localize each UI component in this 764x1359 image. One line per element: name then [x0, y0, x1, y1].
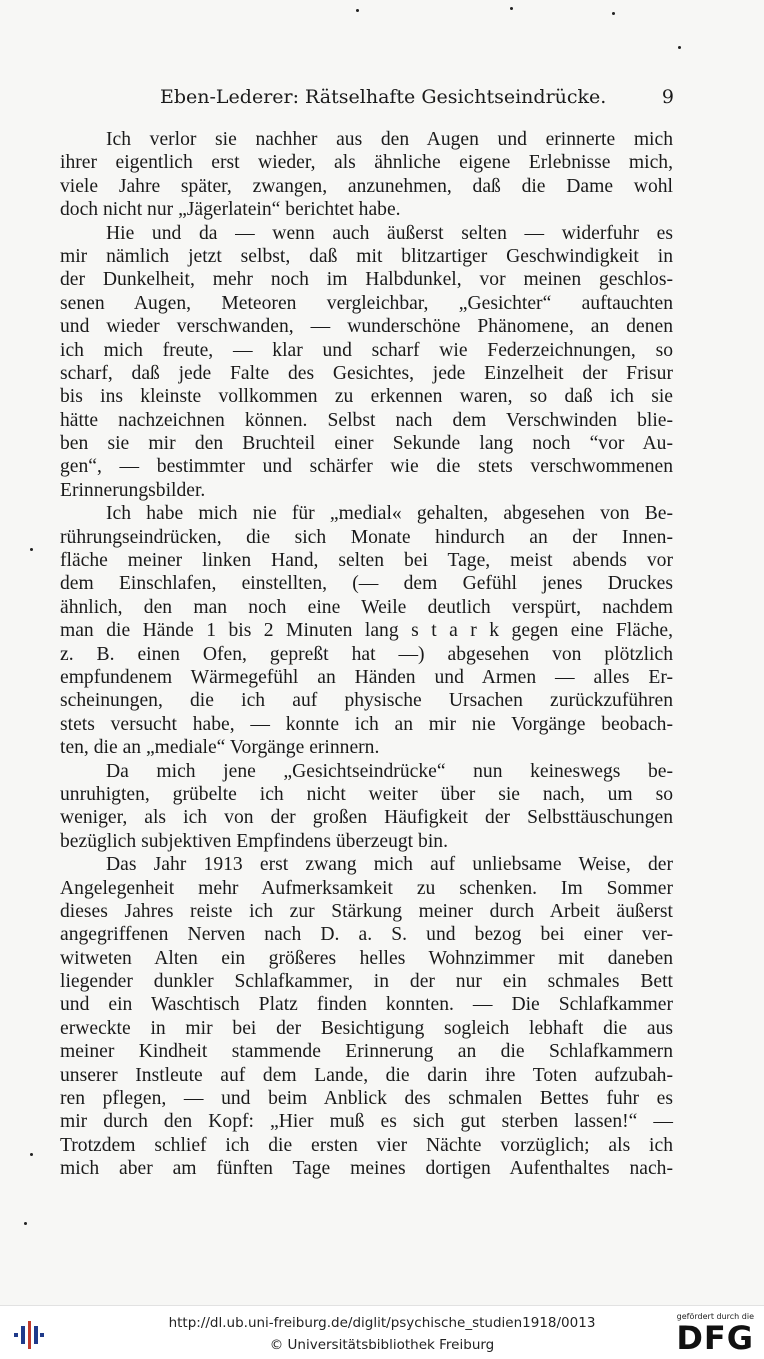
text-line: unruhigten, grübelte ich nicht weiter über sie nach, um so	[60, 783, 673, 805]
text-line: meiner Kindheit stammende Erinnerung an die Schlafkammern	[60, 1041, 673, 1063]
text-line: rührungseindrücken, die sich Monate hindurch an der Innen-	[60, 526, 673, 548]
footer	[0, 1305, 764, 1359]
text-line: witweten Alten ein größeres helles Wohnzimmer mit daneben	[60, 947, 673, 969]
text-line: z. B. einen Ofen, gepreßt hat —) abgesehen von plötzlich	[60, 643, 673, 665]
running-header	[62, 86, 674, 110]
scan-speck	[30, 548, 33, 551]
text-line: doch nicht nur „Jägerlatein“ berichtet habe.	[60, 199, 401, 221]
text-line: scharf, daß jede Falte des Gesichtes, jede Einzelheit der Frisur	[60, 362, 673, 384]
scan-speck	[356, 9, 359, 12]
text-line: empfundenem Wärmegefühl an Händen und Armen — alles Er-	[60, 666, 673, 688]
page-number: 9	[661, 86, 674, 108]
text-line: ben sie mir den Bruchteil einer Sekunde lang noch “vor Au-	[60, 433, 673, 455]
text-line: mich aber am fünften Tage meines dortigen Aufenthaltes nach-	[60, 1158, 673, 1180]
text-line: Erinnerungsbilder.	[60, 479, 206, 501]
dfg-logo: DFG	[676, 1319, 754, 1357]
text-line: Ich habe mich nie für „medial« gehalten, abgesehen von Be-	[106, 503, 673, 525]
scan-speck	[510, 7, 513, 10]
text-line: und wieder verschwanden, — wunderschöne Phänomene, an denen	[60, 316, 673, 338]
text-line: Ich verlor sie nachher aus den Augen und erinnerte mich	[106, 129, 673, 150]
running-title: Eben-Lederer: Rätselhafte Gesichtseindrücke.	[160, 86, 607, 108]
copyright-notice: © Universitätsbibliothek Freiburg	[269, 1337, 495, 1353]
text-line: Hie und da — wenn auch äußerst selten — widerfuhr es	[106, 222, 673, 244]
text-line: angegriffenen Nerven nach D. a. S. und bezog bei einer ver-	[60, 924, 673, 946]
text-line: mir nämlich jetzt selbst, daß mit blitzartiger Geschwindigkeit in	[60, 245, 673, 267]
text-line: Trotzdem schlief ich die ersten vier Nächte vorzüglich; als ich	[60, 1134, 673, 1156]
text-line: ich mich freute, — klar und scharf wie Federzeichnungen, so	[60, 339, 673, 361]
text-line: senen Augen, Meteoren vergleichbar, „Gesichter“ auftauchten	[60, 292, 673, 314]
text-line: liegender dunkler Schlafkammer, in der nur ein schmales Bett	[60, 971, 673, 993]
text-line: hätte nachzeichnen können. Selbst nach dem Verschwinden blie-	[60, 409, 673, 431]
body-text	[60, 128, 673, 1181]
text-line: Angelegenheit mehr Aufmerksamkeit zu schenken. Im Sommer	[60, 877, 673, 899]
scan-speck	[612, 12, 615, 15]
text-line: ten, die an „mediale“ Vorgänge erinnern.	[60, 737, 380, 759]
text-line: dieses Jahres reiste ich zur Stärkung meiner durch Arbeit äußerst	[60, 900, 673, 922]
scan-speck	[678, 46, 681, 49]
text-line: gen“, — bestimmter und schärfer wie die stets verschwommenen	[60, 456, 673, 478]
text-line: ähnlich, den man noch eine Weile deutlich verspürt, nachdem	[60, 596, 673, 618]
source-url[interactable]: http://dl.ub.uni-freiburg.de/diglit/psychische_studien1918/0013	[168, 1315, 596, 1331]
dfg-caption: gefördert durch die	[676, 1312, 754, 1321]
text-line: mir durch den Kopf: „Hier muß es sich gut sterben lassen!“ —	[60, 1111, 673, 1133]
text-line: bezüglich subjektiven Empfindens überzeugt bin.	[60, 830, 448, 852]
text-line: stets versucht habe, — konnte ich an mir nie Vorgänge beobach-	[60, 713, 673, 735]
text-line: dem Einschlafen, einstellten, (— dem Gefühl jenes Druckes	[60, 573, 673, 595]
text-line: bis ins kleinste vollkommen zu erkennen waren, so daß ich sie	[60, 386, 673, 408]
text-line: fläche meiner linken Hand, selten bei Tage, meist abends vor	[60, 550, 673, 572]
text-line: und ein Waschtisch Platz finden konnten. — Die Schlafkammer	[60, 994, 673, 1016]
text-line: ren pflegen, — und beim Anblick des schmalen Bettes fuhr es	[60, 1088, 673, 1110]
text-line: Das Jahr 1913 erst zwang mich auf unliebsame Weise, der	[106, 854, 673, 876]
text-line: viele Jahre später, zwangen, anzunehmen, daß die Dame wohl	[60, 175, 673, 197]
text-line: Da mich jene „Gesichtseindrücke“ nun keineswegs be-	[106, 760, 673, 782]
text-line: man die Hände 1 bis 2 Minuten lang s t a r k gegen eine Fläche,	[60, 620, 673, 642]
text-line: der Dunkelheit, mehr noch im Halbdunkel, vor meinen geschlos-	[60, 269, 673, 291]
text-line: unserer Instleute auf dem Lande, die darin ihre Toten aufzubah-	[60, 1064, 673, 1086]
scan-speck	[30, 1153, 33, 1156]
scan-speck	[24, 1222, 27, 1225]
text-line: scheinungen, die ich auf physische Ursachen zurückzuführen	[60, 690, 673, 712]
text-line: ihrer eigentlich erst wieder, als ähnliche eigene Erlebnisse mich,	[60, 152, 673, 174]
text-line: weniger, als ich von der großen Häufigkeit der Selbsttäuschungen	[60, 807, 673, 829]
text-line: erweckte in mir bei der Besichtigung sogleich lebhaft die aus	[60, 1017, 673, 1039]
